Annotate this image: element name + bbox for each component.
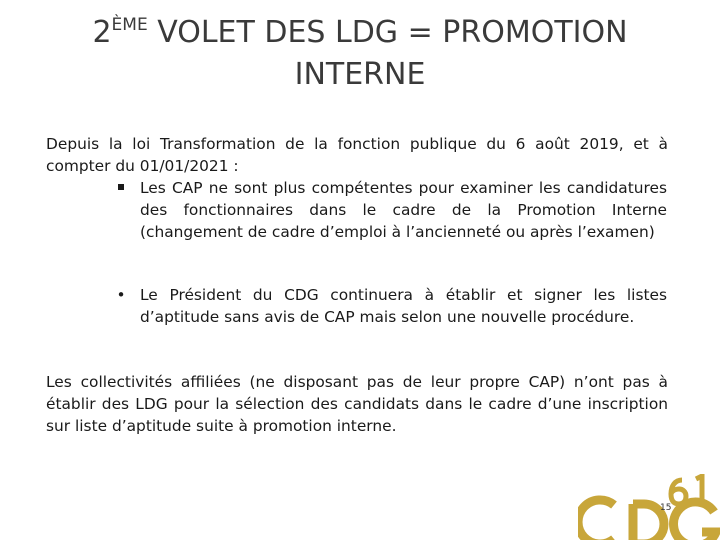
conclusion-paragraph: Les collectivités affiliées (ne disposant pas de leur propre CAP) n’ont pas à établir des LDG pour la sélection des candidats dans le cadre d’une inscription sur liste d’aptitude suite à promotion interne.	[46, 373, 668, 435]
slide-title	[40, 12, 680, 96]
cdg61-logo	[578, 474, 720, 540]
title-superscript: ÈME	[111, 15, 148, 35]
logo-digit-6	[671, 480, 686, 504]
bullet-item	[116, 284, 667, 328]
logo-letter-c	[578, 500, 614, 540]
bullet-item	[140, 177, 667, 243]
title-line2: INTERNE	[294, 57, 426, 92]
intro-paragraph: Depuis la loi Transformation de la fonction publique du 6 août 2019, et à compter du 01/01/2021 :	[46, 135, 668, 175]
bullet-text: Les CAP ne sont plus compétentes pour examiner les candidatures des fonctionnaires dans le cadre de la Promotion Interne (changement de cadre d’emploi à l’ancienneté ou après l’examen)	[140, 179, 667, 241]
logo-letter-g	[674, 502, 716, 540]
page-number: 15	[660, 503, 672, 513]
round-bullet-icon: •	[116, 286, 126, 304]
title-line1: VOLET DES LDG = PROMOTION	[147, 15, 628, 50]
title-prefix: 2	[92, 15, 112, 50]
bullet-text: Le Président du CDG continuera à établir et signer les listes d’aptitude sans avis de CAP mais selon une nouvelle procédure.	[140, 286, 667, 326]
square-bullet-icon	[114, 177, 128, 199]
